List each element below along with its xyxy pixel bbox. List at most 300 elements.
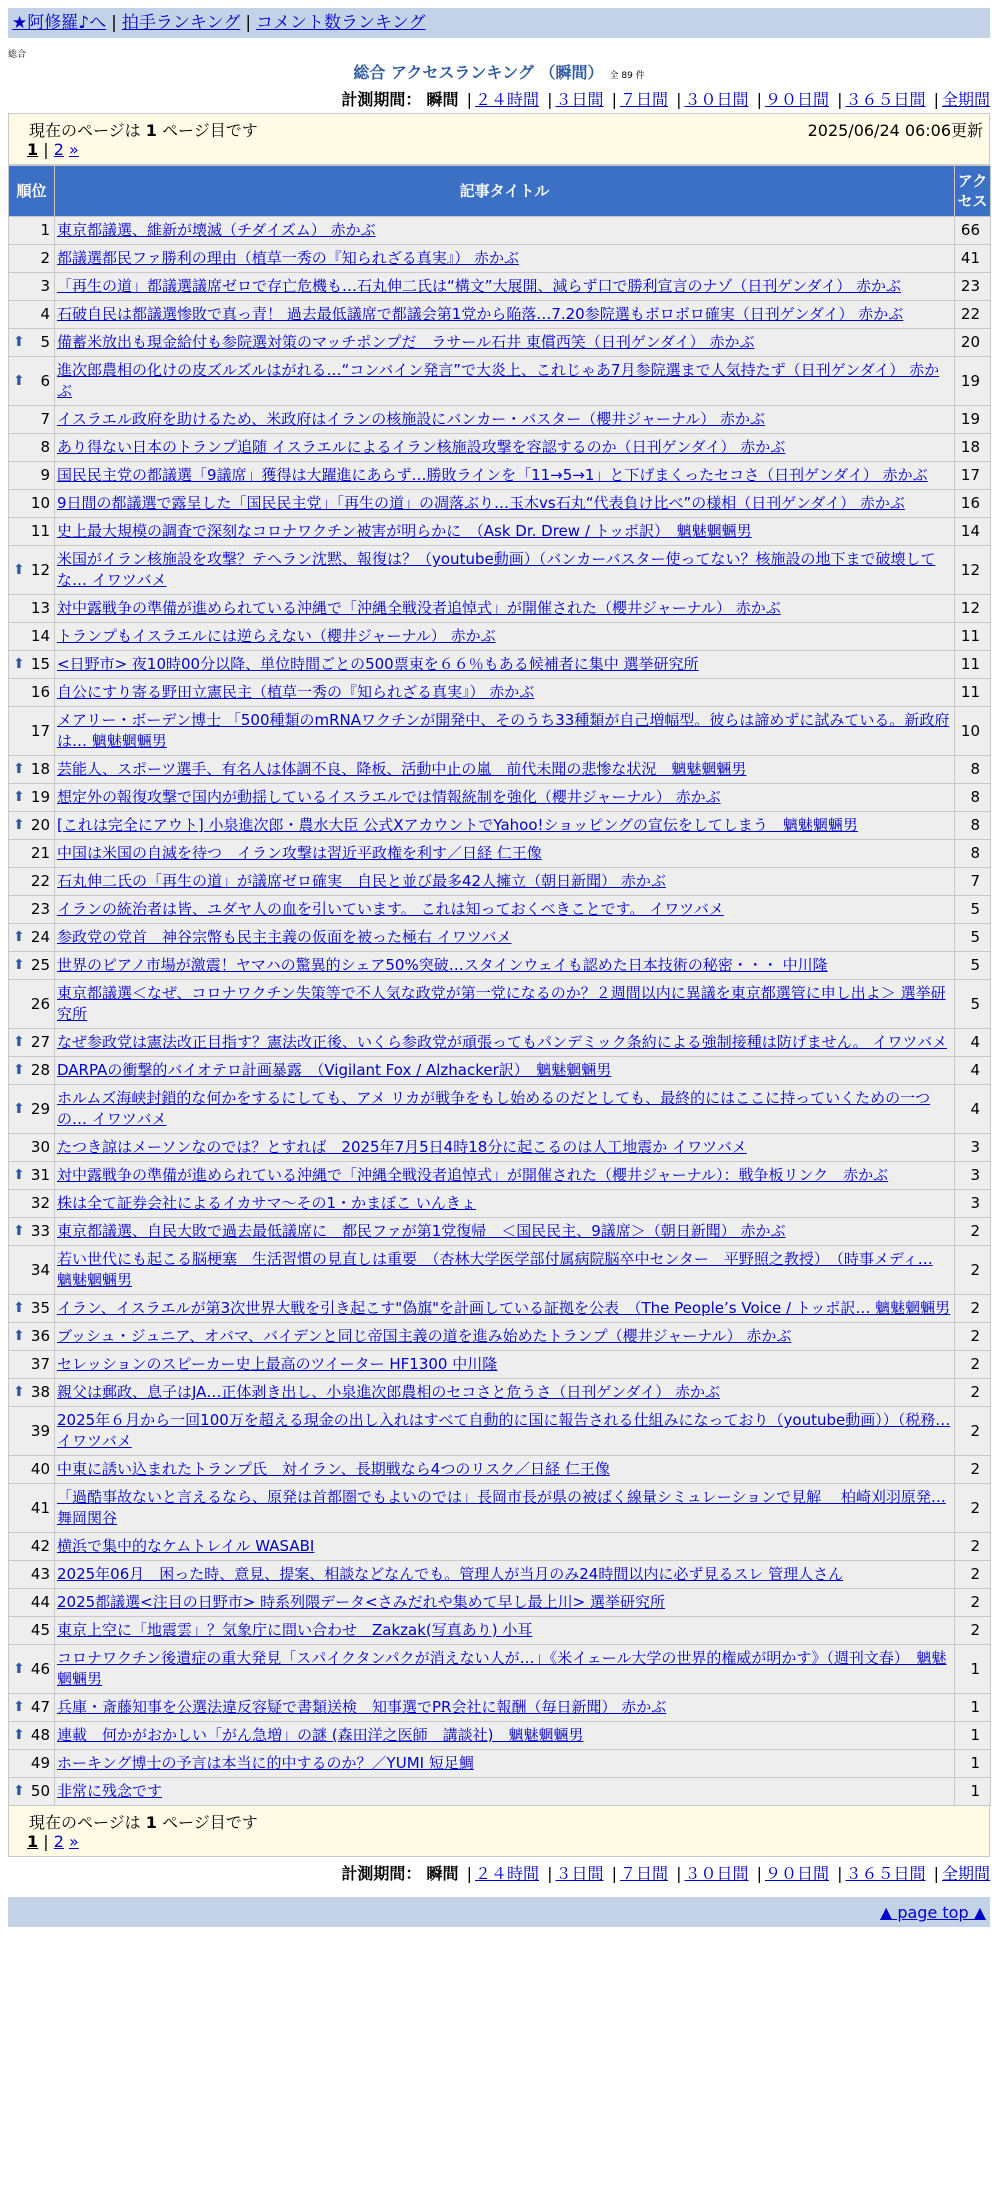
title-cell	[55, 1484, 955, 1533]
title-cell	[55, 245, 955, 273]
table-row	[9, 518, 991, 546]
rank-cell	[9, 868, 55, 896]
period-link-7d[interactable]: ７日間	[619, 1864, 668, 1883]
rank-cell	[9, 1134, 55, 1162]
rank-cell	[9, 896, 55, 924]
pager-current: 1	[27, 140, 39, 159]
title-cell	[55, 756, 955, 784]
table-row	[9, 490, 991, 518]
title-cell	[55, 217, 955, 245]
article-link[interactable]: たつき諒はメーソンなのでは？とすれば 2025年7月5日4時18分に起こるのは人工地震か イワツバメ	[57, 1138, 747, 1156]
rank-cell	[9, 434, 55, 462]
title-cell	[55, 301, 955, 329]
page	[8, 8, 990, 1927]
rank-number: 28	[30, 1061, 50, 1079]
rank-number: 26	[30, 994, 50, 1013]
rank-number: 29	[30, 1099, 50, 1118]
article-link[interactable]: 非常に残念です	[57, 1782, 163, 1800]
pager-page-2[interactable]: 2	[53, 140, 64, 159]
table-row	[9, 1162, 991, 1190]
article-link[interactable]: [これは完全にアウト] 小泉進次郎・農水大臣 公式XアカウントでYahoo!ショッピングの宣伝をしてしまう 魑魅魍魎男	[57, 816, 858, 834]
access-count: 2	[955, 1379, 991, 1407]
rank-cell	[9, 840, 55, 868]
rank-cell	[9, 1323, 55, 1351]
rank-number: 33	[30, 1222, 50, 1240]
period-separator: |	[466, 1864, 472, 1883]
table-row	[9, 245, 991, 273]
access-count: 2	[955, 1246, 991, 1295]
article-link[interactable]: なぜ参政党は憲法改正目指す？憲法改正後、いくら参政党が頑張ってもパンデミック条約による強制接種は防げません。 イワツバメ	[57, 1033, 948, 1051]
title-cell	[55, 1218, 955, 1246]
article-link[interactable]: 親父は郵政、息子はJA…正体剥き出し、小泉進次郎農相のセコさと危うさ（日刊ゲンダイ） 赤かぶ	[57, 1383, 720, 1401]
rank-number: 24	[30, 928, 50, 946]
rank-number: 2	[40, 249, 50, 267]
period-selector-bottom	[8, 1861, 990, 1887]
article-link[interactable]: 連載 何かがおかしい「がん急増」の謎 (森田洋之医師 講談社) 魑魅魍魎男	[57, 1726, 584, 1744]
title-cell	[55, 784, 955, 812]
ranking-title: 総合 アクセスランキング （瞬間）	[353, 63, 604, 82]
rank-number: 21	[30, 844, 50, 862]
table-row	[9, 1750, 991, 1778]
table-row	[9, 952, 991, 980]
rank-number: 8	[40, 438, 50, 456]
article-link[interactable]: 中国は米国の自滅を待つ イラン攻撃は習近平政権を利す／日経 仁王像	[57, 844, 542, 862]
period-link-24h[interactable]: ２４時間	[474, 90, 539, 109]
title-cell	[55, 1722, 955, 1750]
article-link[interactable]: 都議選都民ファ勝利の理由（植草一秀の『知られざる真実』） 赤かぶ	[57, 249, 519, 267]
article-link[interactable]: 東京都議選＜なぜ、コロナワクチン失策等で不人気な政党が第一党になるのか？２週間以内に異議を東京都選管に申し出よ＞ 選挙研究所	[57, 984, 946, 1023]
period-label: 計測期間：	[341, 1864, 422, 1883]
article-link[interactable]: ホーキング博士の予言は本当に的中するのか？／YUMI 短足鯛	[57, 1754, 474, 1772]
article-link[interactable]: 進次郎農相の化けの皮ズルズルはがれる…“コンバイン発言”で大炎上、これじゃあ7月参院選まで人気持たず（日刊ゲンダイ） 赤かぶ	[57, 361, 940, 400]
title-cell	[55, 462, 955, 490]
article-link[interactable]: 中東に誘い込まれたトランプ氏 対イラン、長期戦なら4つのリスク／日経 仁王像	[57, 1460, 610, 1478]
period-separator: |	[466, 90, 472, 109]
rank-number: 36	[30, 1327, 50, 1345]
title-cell	[55, 1561, 955, 1589]
rank-number: 20	[30, 816, 50, 834]
table-row	[9, 1722, 991, 1750]
article-link[interactable]: 2025年06月 困った時、意見、提案、相談などなんでも。管理人が当月のみ24時間以内に必ず見るスレ 管理人さん	[57, 1565, 844, 1583]
updated-timestamp: 2025/06/24 06:06更新	[807, 121, 983, 140]
title-cell	[55, 1029, 955, 1057]
rank-cell	[9, 1351, 55, 1379]
rank-cell	[9, 1694, 55, 1722]
access-count: 8	[955, 840, 991, 868]
article-link[interactable]: 東京上空に「地震雲」？気象庁に問い合わせ Zakzak(写真あり) 小耳	[57, 1621, 533, 1639]
article-link[interactable]: 9日間の都議選で露呈した「国民民主党」「再生の道」の凋落ぶり…玉木vs石丸“代表負け比べ”の様相（日刊ゲンダイ） 赤かぶ	[57, 494, 905, 512]
access-count: 2	[955, 1323, 991, 1351]
table-row	[9, 1351, 991, 1379]
rank-number: 6	[40, 371, 50, 390]
table-row	[9, 357, 991, 406]
rank-cell	[9, 245, 55, 273]
access-count: 2	[955, 1484, 991, 1533]
title-cell	[55, 1694, 955, 1722]
article-link[interactable]: 東京都議選、維新が壊滅（チダイズム） 赤かぶ	[57, 221, 376, 239]
rank-cell	[9, 623, 55, 651]
rank-cell	[9, 1162, 55, 1190]
rank-cell	[9, 924, 55, 952]
title-cell	[55, 896, 955, 924]
ranking-header-row	[9, 166, 991, 217]
access-count: 19	[955, 357, 991, 406]
rank-cell	[9, 679, 55, 707]
up-arrow-icon: ⬆	[13, 1034, 25, 1050]
period-separator: |	[547, 1864, 553, 1883]
period-selector-top	[8, 87, 990, 113]
article-link[interactable]: 自公にすり寄る野田立憲民主（植草一秀の『知られざる真実』） 赤かぶ	[57, 683, 535, 701]
rank-number: 17	[30, 721, 50, 740]
title-cell	[55, 1379, 955, 1407]
article-link[interactable]: あり得ない日本のトランプ追随 イスラエルによるイラン核施設攻撃を容認するのか（日刊ゲンダイ） 赤かぶ	[57, 438, 786, 456]
access-count: 1	[955, 1722, 991, 1750]
access-count: 5	[955, 924, 991, 952]
period-link-24h[interactable]: ２４時間	[474, 1864, 539, 1883]
article-link[interactable]: 芸能人、スポーツ選手、有名人は体調不良、降板、活動中止の嵐 前代未聞の悲惨な状況 魑魅魍魎男	[57, 760, 747, 778]
up-arrow-icon: ⬆	[13, 817, 25, 833]
table-row	[9, 784, 991, 812]
rank-cell	[9, 1190, 55, 1218]
access-count: 22	[955, 301, 991, 329]
title-cell	[55, 1323, 955, 1351]
rank-cell	[9, 1617, 55, 1645]
access-count: 1	[955, 1750, 991, 1778]
article-link[interactable]: 米国がイラン核施設を攻撃？テヘラン沈黙、報復は？（youtube動画）（バンカーバスター使ってない？核施設の地下まで破壊してな… イワツバメ	[57, 550, 936, 589]
period-link-30d[interactable]: ３０日間	[684, 90, 749, 109]
up-arrow-icon: ⬆	[13, 334, 25, 350]
col-access-header: アクセス	[955, 166, 991, 217]
article-link[interactable]: 国民民主党の都議選「9議席」獲得は大躍進にあらず…勝敗ラインを「11→5→1」と下げまくったセコさ（日刊ゲンダイ） 赤かぶ	[57, 466, 928, 484]
rank-number: 10	[30, 494, 50, 512]
rank-number: 3	[40, 277, 50, 295]
access-count: 3	[955, 1162, 991, 1190]
access-count: 66	[955, 217, 991, 245]
article-link[interactable]: DARPAの衝撃的バイオテロ計画暴露 （Vigilant Fox / Alzhacker訳） 魑魅魍魎男	[57, 1061, 612, 1079]
comment-ranking-link[interactable]: コメント数ランキング	[256, 13, 426, 33]
period-current: 瞬間	[426, 1864, 459, 1883]
table-row	[9, 1323, 991, 1351]
rank-cell	[9, 462, 55, 490]
period-separator: |	[933, 90, 939, 109]
up-arrow-icon: ⬆	[13, 1100, 25, 1117]
title-cell	[55, 1778, 955, 1806]
title-cell	[55, 1162, 955, 1190]
title-cell	[55, 1295, 955, 1323]
rank-number: 23	[30, 900, 50, 918]
up-arrow-icon: ⬆	[13, 1062, 25, 1078]
article-link[interactable]: セレッションのスピーカー史上最高のツイーター HF1300 中川隆	[57, 1355, 498, 1373]
access-count: 2	[955, 1617, 991, 1645]
up-arrow-icon: ⬆	[13, 929, 25, 945]
article-link[interactable]: コロナワクチン後遺症の重大発見「スパイクタンパクが消えない人が…」《米イェール大学の世界的権威が明かす》（週刊文春） 魑魅魍魎男	[57, 1649, 947, 1688]
access-count: 5	[955, 980, 991, 1029]
article-link[interactable]: イスラエル政府を助けるため、米政府はイランの核施設にバンカー・バスター（櫻井ジャーナル） 赤かぶ	[57, 410, 765, 428]
rank-number: 15	[30, 655, 50, 673]
title-cell	[55, 329, 955, 357]
title-cell	[55, 434, 955, 462]
rank-number: 30	[30, 1138, 50, 1156]
rank-cell	[9, 1456, 55, 1484]
table-row	[9, 1645, 991, 1694]
rank-number: 22	[30, 872, 50, 890]
home-link[interactable]: ★阿修羅♪へ	[12, 13, 107, 33]
category-label: 総合	[8, 50, 27, 60]
article-link[interactable]: 世界のピアノ市場が激震！ヤマハの驚異的シェア50%突破…スタインウェイも認めた日本技術の秘密・・・ 中川隆	[57, 956, 828, 974]
period-link-365d[interactable]: ３６５日間	[845, 1864, 926, 1883]
rank-number: 16	[30, 683, 50, 701]
period-link-all[interactable]: 全期間	[941, 90, 990, 109]
article-link[interactable]: 備蓄米放出も現金給付も参院選対策のマッチポンプだ ラサール石井 東償西笑（日刊ゲンダイ） 赤かぶ	[57, 333, 755, 351]
rank-number: 35	[30, 1299, 50, 1317]
rank-cell	[9, 301, 55, 329]
rank-number: 1	[40, 221, 50, 239]
rank-cell	[9, 1645, 55, 1694]
up-arrow-icon: ⬆	[13, 656, 25, 672]
rank-cell	[9, 651, 55, 679]
up-arrow-icon: ⬆	[13, 1783, 25, 1799]
up-arrow-icon: ⬆	[13, 372, 25, 389]
table-row	[9, 980, 991, 1029]
table-row	[9, 1190, 991, 1218]
period-link-90d[interactable]: ９０日間	[764, 90, 829, 109]
table-row	[9, 924, 991, 952]
title-cell	[55, 1085, 955, 1134]
rank-cell	[9, 546, 55, 595]
article-link[interactable]: 対中露戦争の準備が進められている沖縄で「沖縄全戦没者追悼式」が開催された（櫻井ジャーナル）：戦争板リンク 赤かぶ	[57, 1166, 889, 1184]
access-count: 16	[955, 490, 991, 518]
up-arrow-icon: ⬆	[13, 761, 25, 777]
table-row	[9, 896, 991, 924]
title-cell	[55, 1407, 955, 1456]
access-count: 7	[955, 868, 991, 896]
top-nav-bar	[8, 8, 990, 38]
rank-cell	[9, 490, 55, 518]
pager-next-arrow[interactable]: »	[69, 140, 79, 159]
title-cell	[55, 980, 955, 1029]
access-count: 41	[955, 245, 991, 273]
table-row	[9, 434, 991, 462]
article-link[interactable]: 2025都議選<注目の日野市> 時系列隈データ<さみだれや集めて早し最上川> 選挙研究所	[57, 1593, 665, 1611]
rank-number: 49	[30, 1754, 50, 1772]
table-row	[9, 1407, 991, 1456]
access-count: 4	[955, 1057, 991, 1085]
access-count: 4	[955, 1085, 991, 1134]
title-cell	[55, 406, 955, 434]
table-row	[9, 1778, 991, 1806]
article-link[interactable]: 横浜で集中的なケムトレイル WASABI	[57, 1537, 315, 1555]
rank-number: 42	[30, 1537, 50, 1555]
table-row	[9, 707, 991, 756]
table-row	[9, 679, 991, 707]
rank-number: 45	[30, 1621, 50, 1639]
current-page-text-bottom	[29, 1810, 258, 1833]
access-count: 2	[955, 1295, 991, 1323]
access-count: 2	[955, 1456, 991, 1484]
article-link[interactable]: 2025年６月から一回100万を超える現金の出し入れはすべて自動的に国に報告される仕組みになっており（youtube動画））（税務… イワツバメ	[57, 1411, 951, 1450]
title-cell	[55, 1617, 955, 1645]
rank-cell	[9, 1379, 55, 1407]
rank-cell	[9, 1407, 55, 1456]
article-link[interactable]: <日野市> 夜10時00分以降、単位時間ごとの500票束を６６％もある候補者に集中 選挙研究所	[57, 655, 699, 673]
access-count: 2	[955, 1407, 991, 1456]
period-separator: |	[756, 90, 762, 109]
table-row	[9, 1085, 991, 1134]
period-separator: |	[837, 1864, 843, 1883]
rank-cell	[9, 812, 55, 840]
table-row	[9, 462, 991, 490]
period-link-3d[interactable]: ３日間	[555, 1864, 604, 1883]
title-cell	[55, 357, 955, 406]
rank-number: 32	[30, 1194, 50, 1212]
article-link[interactable]: 若い世代にも起こる脳梗塞 生活習慣の見直しは重要 （杏林大学医学部付属病院脳卒中センター 平野照之教授） （時事メディ… 魑魅魍魎男	[57, 1250, 933, 1289]
period-separator: |	[547, 90, 553, 109]
table-row	[9, 1029, 991, 1057]
col-rank-header: 順位	[9, 166, 55, 217]
period-link-all[interactable]: 全期間	[941, 1864, 990, 1883]
rank-cell	[9, 1085, 55, 1134]
table-row	[9, 1484, 991, 1533]
period-separator: |	[611, 1864, 617, 1883]
pager-top	[27, 140, 79, 159]
title-cell	[55, 1190, 955, 1218]
rank-number: 7	[40, 410, 50, 428]
page-top-link[interactable]: ▲ page top ▲	[879, 1903, 986, 1922]
title-cell	[55, 924, 955, 952]
article-link[interactable]: 石破自民は都議選惨敗で真っ青！ 過去最低議席で都議会第1党から陥落…7.20参院選もボロボロ確実（日刊ゲンダイ） 赤かぶ	[57, 305, 904, 323]
title-cell	[55, 273, 955, 301]
rank-number: 18	[30, 760, 50, 778]
article-link[interactable]: 史上最大規模の調査で深刻なコロナワクチン被害が明らかに （Ask Dr. Drew / トッポ訳） 魑魅魍魎男	[57, 522, 752, 540]
article-link[interactable]: イランの統治者は皆、ユダヤ人の血を引いています。 これは知っておくべきことです。 イワツバメ	[57, 900, 724, 918]
rank-cell	[9, 707, 55, 756]
pager-next-arrow[interactable]: »	[69, 1832, 79, 1851]
article-link[interactable]: イラン、イスラエルが第3次世界大戦を引き起こす"偽旗"を計画している証拠を公表 （The People’s Voice / トッポ訳… 魑魅魍魎男	[57, 1299, 951, 1317]
title-cell	[55, 490, 955, 518]
table-row	[9, 1246, 991, 1295]
table-row	[9, 1295, 991, 1323]
clap-ranking-link[interactable]: 拍手ランキング	[121, 13, 241, 33]
access-count: 3	[955, 1190, 991, 1218]
article-link[interactable]: 対中露戦争の準備が進められている沖縄で「沖縄全戦没者追悼式」が開催された（櫻井ジャーナル） 赤かぶ	[57, 599, 781, 617]
access-count: 8	[955, 756, 991, 784]
access-count: 2	[955, 1589, 991, 1617]
period-link-7d[interactable]: ７日間	[619, 90, 668, 109]
access-count: 3	[955, 1134, 991, 1162]
period-link-30d[interactable]: ３０日間	[684, 1864, 749, 1883]
article-link[interactable]: メアリー・ボーデン博士 「500種類のmRNAワクチンが開発中、そのうち33種類が自己増幅型。彼らは諦めずに試みている。新政府は… 魑魅魍魎男	[57, 711, 950, 750]
access-count: 11	[955, 679, 991, 707]
article-link[interactable]: 株は全て証券会社によるイカサマ～その1・かまぼこ いんきょ	[57, 1194, 476, 1212]
rank-number: 27	[30, 1033, 50, 1051]
rank-number: 5	[40, 333, 50, 351]
title-cell	[55, 1456, 955, 1484]
access-count: 8	[955, 784, 991, 812]
rank-number: 31	[30, 1166, 50, 1184]
table-row	[9, 868, 991, 896]
title-cell	[55, 1645, 955, 1694]
title-cell	[55, 1246, 955, 1295]
access-count: 1	[955, 1645, 991, 1694]
rank-cell	[9, 329, 55, 357]
page-info-bottom	[8, 1806, 990, 1857]
period-separator: |	[611, 90, 617, 109]
up-arrow-icon: ⬆	[13, 1727, 25, 1743]
pager-bottom	[27, 1832, 79, 1851]
table-row	[9, 1218, 991, 1246]
nav-separator: |	[245, 13, 252, 33]
article-link[interactable]: ブッシュ・ジュニア、オバマ、バイデンと同じ帝国主義の道を進み始めたトランプ（櫻井ジャーナル） 赤かぶ	[57, 1327, 792, 1345]
rank-number: 37	[30, 1355, 50, 1373]
up-arrow-icon: ⬆	[13, 1300, 25, 1316]
title-cell	[55, 1134, 955, 1162]
rank-cell	[9, 1561, 55, 1589]
up-arrow-icon: ⬆	[13, 789, 25, 805]
article-link[interactable]: 東京都議選、自民大敗で過去最低議席に 都民ファが第1党復帰 ＜国民民主、9議席＞（朝日新聞） 赤かぶ	[57, 1222, 786, 1240]
period-link-365d[interactable]: ３６５日間	[845, 90, 926, 109]
period-separator: |	[756, 1864, 762, 1883]
article-link[interactable]: 想定外の報復攻撃で国内が動揺しているイスラエルでは情報統制を強化（櫻井ジャーナル） 赤かぶ	[57, 788, 721, 806]
page-number: 1	[145, 1813, 157, 1832]
pager-separator: |	[43, 1832, 49, 1851]
up-arrow-icon: ⬆	[13, 1223, 25, 1239]
rank-number: 9	[40, 466, 50, 484]
access-count: 19	[955, 406, 991, 434]
bottom-bar	[8, 1897, 990, 1927]
article-link[interactable]: 兵庫・斎藤知事を公選法違反容疑で書類送検 知事選でPR会社に報酬（毎日新聞） 赤かぶ	[57, 1698, 667, 1716]
article-link[interactable]: ホルムズ海峡封鎖的な何かをするにしても、アメ リカが戦争をもし始めるのだとしても、最終的にはここに持っていくための一つの… イワツバメ	[57, 1089, 931, 1128]
rank-cell	[9, 273, 55, 301]
article-link[interactable]: 石丸伸二氏の「再生の道」が議席ゼロ確実 自民と並び最多42人擁立（朝日新聞） 赤かぶ	[57, 872, 666, 890]
article-link[interactable]: トランプもイスラエルには逆らえない（櫻井ジャーナル） 赤かぶ	[57, 627, 496, 645]
title-cell	[55, 1750, 955, 1778]
page-info-top	[8, 113, 990, 165]
rank-number: 48	[30, 1726, 50, 1744]
access-count: 1	[955, 1778, 991, 1806]
page-title	[8, 59, 990, 87]
rank-cell	[9, 1218, 55, 1246]
article-link[interactable]: 「過酷事故ないと言えるなら、原発は首都圏でもよいのでは」長岡市長が県の被ばく線量シミュレーションで見解 柏崎刈羽原発… 舞岡関谷	[57, 1488, 946, 1527]
access-count: 10	[955, 707, 991, 756]
rank-number: 13	[30, 599, 50, 617]
rank-cell	[9, 406, 55, 434]
table-row	[9, 1456, 991, 1484]
table-row	[9, 217, 991, 245]
ranking-table	[8, 165, 991, 1806]
table-row	[9, 651, 991, 679]
period-label: 計測期間：	[341, 90, 422, 109]
article-link[interactable]: 「再生の道」都議選議席ゼロで存亡危機も…石丸伸二氏は“構文”大展開、減らず口で勝利宣言のナゾ（日刊ゲンダイ） 赤かぶ	[57, 277, 901, 295]
article-link[interactable]: 参政党の党首 神谷宗幣も民主主義の仮面を被った極右 イワツバメ	[57, 928, 512, 946]
rank-number: 50	[30, 1782, 50, 1800]
period-link-3d[interactable]: ３日間	[555, 90, 604, 109]
rank-cell	[9, 784, 55, 812]
title-cell	[55, 812, 955, 840]
table-row	[9, 1694, 991, 1722]
access-count: 20	[955, 329, 991, 357]
period-separator: |	[676, 1864, 682, 1883]
access-count: 14	[955, 518, 991, 546]
title-cell	[55, 1057, 955, 1085]
rank-number: 40	[30, 1460, 50, 1478]
period-link-90d[interactable]: ９０日間	[764, 1864, 829, 1883]
up-arrow-icon: ⬆	[13, 1167, 25, 1183]
pager-current: 1	[27, 1832, 39, 1851]
pager-page-2[interactable]: 2	[53, 1832, 64, 1851]
table-row	[9, 406, 991, 434]
rank-cell	[9, 595, 55, 623]
table-row	[9, 1533, 991, 1561]
